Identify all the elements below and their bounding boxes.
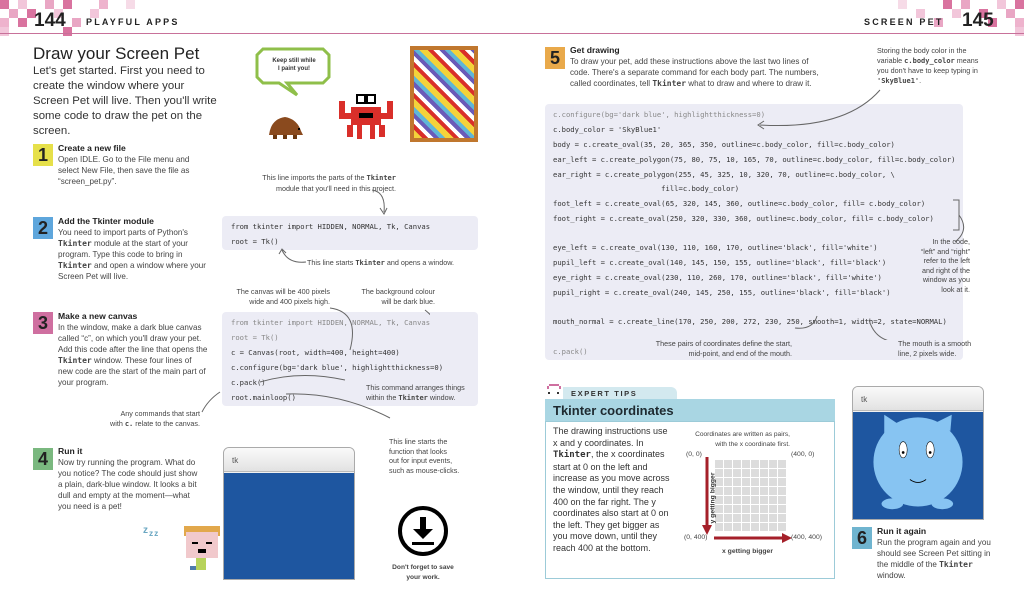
pixel-decoration <box>18 18 27 27</box>
hedgehog-icon <box>265 113 305 143</box>
code-line: c = Canvas(root, width=400, height=400) <box>231 348 400 357</box>
code-line: c.configure(bg='dark blue', highlightthickness=0) <box>231 363 444 372</box>
y-axis-label: y getting bigger <box>709 472 717 524</box>
label-top-right: (400, 0) <box>791 451 815 458</box>
annotation-canvas-size: The canvas will be 400 pixels wide and 400 pixels high. <box>236 287 330 306</box>
step-number-badge: 2 <box>33 217 53 239</box>
label-bottom-left: (0, 400) <box>684 534 708 541</box>
code-line: foot_right = c.create_oval(250, 320, 330, 360, outline=c.body_color, fill= c.body_color) <box>553 214 934 223</box>
annotation-import: This line imports the parts of the Tkinter module that you'll need in this project. <box>262 173 396 193</box>
code-line: c.configure(bg='dark blue', highlightthickness=0) <box>553 110 766 119</box>
step-title: Get drawing <box>570 45 620 55</box>
page-number: 145 <box>962 10 994 31</box>
screen-pet-icon <box>853 412 983 520</box>
page-title: Draw your Screen Pet <box>33 44 200 63</box>
step-number-badge: 6 <box>852 527 872 549</box>
dark-blue-canvas <box>853 412 983 519</box>
pixel-decoration <box>952 9 961 18</box>
pixel-decoration <box>943 0 952 9</box>
diagram-caption: Coordinates are written as pairs, with the x coordinate first. <box>695 431 790 448</box>
code-line: root.mainloop() <box>231 393 296 402</box>
pixel-decoration <box>1015 27 1024 36</box>
code-line: pupil_right = c.create_oval(240, 145, 250, 155, outline='black', fill='black') <box>553 288 891 297</box>
code-line: c.pack() <box>231 378 266 387</box>
step-number-badge: 5 <box>545 47 565 69</box>
pixel-decoration <box>0 0 9 9</box>
sleeping-person-icon <box>182 522 222 572</box>
arrow-icon <box>370 186 400 216</box>
pixel-decoration <box>1015 0 1024 9</box>
step-number-badge: 1 <box>33 144 53 166</box>
header-rule <box>512 33 1024 34</box>
annotation-mouth: The mouth is a smooth line, 2 pixels wide. <box>898 339 972 358</box>
intro-paragraph: Let's get started. First you need to create the window where your Screen Pet will live. Then you'll write some code to draw the pet on the screen. <box>33 65 217 137</box>
window-title-bar: tk <box>224 448 354 472</box>
step-body: Run the program again and you should see Screen Pet sitting in the middle of the Tkinter window. <box>877 538 991 580</box>
arrow-icon <box>278 248 308 268</box>
section-label: SCREEN PET <box>864 17 944 27</box>
code-line: c.pack() <box>553 347 588 356</box>
code-line: fill=c.body_color) <box>553 184 740 193</box>
step-body: In the window, make a dark blue canvas called “c”, on which you'll draw your pet. Add this code after the line that opens the Tkinter window. These four lines of new code are the start of the main part of your program. <box>58 323 208 387</box>
code-line: foot_left = c.create_oval(65, 320, 145, 360, outline=c.body_color, fill= c.body_color) <box>553 199 926 208</box>
code-line: ear_left = c.create_polygon(75, 80, 75, 10, 165, 70, outline=c.body_color, fill=c.body_color) <box>553 155 956 164</box>
pixel-arch-icon <box>546 384 562 396</box>
tk-window-screen-pet <box>852 386 984 520</box>
pixel-decoration <box>126 0 135 9</box>
zzz-sleep-icon: $z_{zz}$ <box>143 525 160 538</box>
pixel-decoration <box>63 0 72 9</box>
step-body: Now try running the program. What do you notice? The code should just show a plain, dark-blue window. It looks a bit dull and empty at the moment—what you need is a pet! <box>58 458 198 511</box>
annotation-body-color: Storing the body color in the variable c.body_color means you don't have to keep typing in 'SkyBlue1'. <box>877 46 979 85</box>
x-axis-arrow-icon <box>714 533 794 543</box>
label-top-left: (0, 0) <box>686 451 702 458</box>
code-line: c.body_color = 'SkyBlue1' <box>553 125 662 134</box>
annotation-left-right: In the code, “left” and “right” refer to the left and right of the window as you look at it. <box>920 237 970 294</box>
step-title: Run it <box>58 446 83 456</box>
pixel-decoration <box>961 0 970 9</box>
step-title: Make a new canvas <box>58 311 138 321</box>
expert-tips-text: The drawing instructions use x and y coordinates. In Tkinter, the x coordinates start at 0 on the left and increase as you move across the window, until they reach 400 on the far right. The y coordinates also start at 0 on the left. They get bigger as you move down, until they reach 400 at the bottom. <box>553 426 670 553</box>
header-rule <box>0 33 512 34</box>
code-line: body = c.create_oval(35, 20, 365, 350, outline=c.body_color, fill=c.body_color) <box>553 140 895 149</box>
save-download-icon <box>397 505 449 557</box>
pixel-decoration <box>1006 9 1015 18</box>
code-line: from tkinter import HIDDEN, NORMAL, Tk, Canvas <box>231 318 431 327</box>
code-line: mouth_normal = c.create_line(170, 250, 200, 272, 230, 250, smooth=1, width=2, state=NORMAL) <box>553 317 947 326</box>
pixel-decoration <box>0 18 9 27</box>
pixel-decoration <box>9 9 18 18</box>
step-title: Run it again <box>877 526 927 536</box>
annotation-arrows <box>545 60 965 340</box>
illustration-crab-painting <box>255 45 480 145</box>
speech-bubble-text: Keep still while I paint you! <box>272 58 316 72</box>
save-reminder: Don't forget to save your work. <box>392 564 454 581</box>
annotation-coordinates: These pairs of coordinates define the start, mid-point, and end of the mouth. <box>655 339 792 358</box>
tk-window-empty <box>223 447 355 580</box>
annotation-background: The background colour will be dark blue. <box>361 287 435 306</box>
coordinate-grid <box>714 459 786 531</box>
code-line: ear_right = c.create_polygon(255, 45, 325, 10, 320, 70, outline=c.body_color, \ <box>553 170 895 179</box>
code-line: from tkinter import HIDDEN, NORMAL, Tk, Canvas <box>231 222 431 231</box>
code-line: pupil_left = c.create_oval(140, 145, 150, 155, outline='black', fill='black') <box>553 258 887 267</box>
annotation-tk: This line starts Tkinter and opens a window. <box>307 258 454 267</box>
pixel-decoration <box>0 27 9 36</box>
x-axis-label: x getting bigger <box>722 548 773 555</box>
step-title: Create a new file <box>58 143 126 153</box>
expert-tips-heading: Tkinter coordinates <box>545 399 835 421</box>
window-title-bar: tk <box>853 387 983 411</box>
step-body: To draw your pet, add these instructions above the last two lines of code. There's a separate command for each body part. The numbers, called coordinates, tell Tkinter what to draw and where to draw it. <box>570 57 819 88</box>
step-number-badge: 4 <box>33 448 53 470</box>
page-number: 144 <box>34 10 66 31</box>
annotation-canvas-commands: Any commands that start with c. relate to the canvas. <box>110 409 200 428</box>
step-body: Open IDLE. Go to the File menu and select New File, then save the file as “screen_pet.py”. <box>58 155 190 186</box>
annotation-arrows <box>200 300 430 430</box>
expert-tips-tab: EXPERT TIPS <box>563 387 677 399</box>
annotation-pack: This command arranges things within the Tkinter window. <box>366 383 465 402</box>
label-bottom-right: (400, 400) <box>791 534 822 541</box>
step-body: You need to import parts of Python's Tkinter module at the start of your program. Type this code to bring in Tkinter and open a window where your Screen Pet will live. <box>58 228 207 281</box>
pixel-decoration <box>99 0 108 9</box>
section-label: PLAYFUL APPS <box>86 17 180 27</box>
code-line: eye_left = c.create_oval(130, 110, 160, 170, outline='black', fill='white') <box>553 243 878 252</box>
annotation-mainloop: This line starts the function that looks out for input events, such as mouse-clicks. <box>389 437 460 475</box>
code-line: root = Tk() <box>231 333 279 342</box>
pixel-decoration <box>18 0 27 9</box>
code-line: eye_right = c.create_oval(230, 110, 260, 170, outline='black', fill='white') <box>553 273 882 282</box>
step-number-badge: 3 <box>33 312 53 334</box>
pixel-decoration <box>997 0 1006 9</box>
dark-blue-canvas <box>224 473 354 579</box>
pixel-decoration <box>1015 18 1024 27</box>
crab-icon <box>337 93 397 148</box>
painting-canvas-icon <box>410 46 478 142</box>
pixel-decoration <box>45 0 54 9</box>
step-title: Add the Tkinter module <box>58 216 154 226</box>
pixel-decoration <box>72 18 81 27</box>
pixel-decoration <box>898 0 907 9</box>
code-line: root = Tk() <box>231 237 279 246</box>
